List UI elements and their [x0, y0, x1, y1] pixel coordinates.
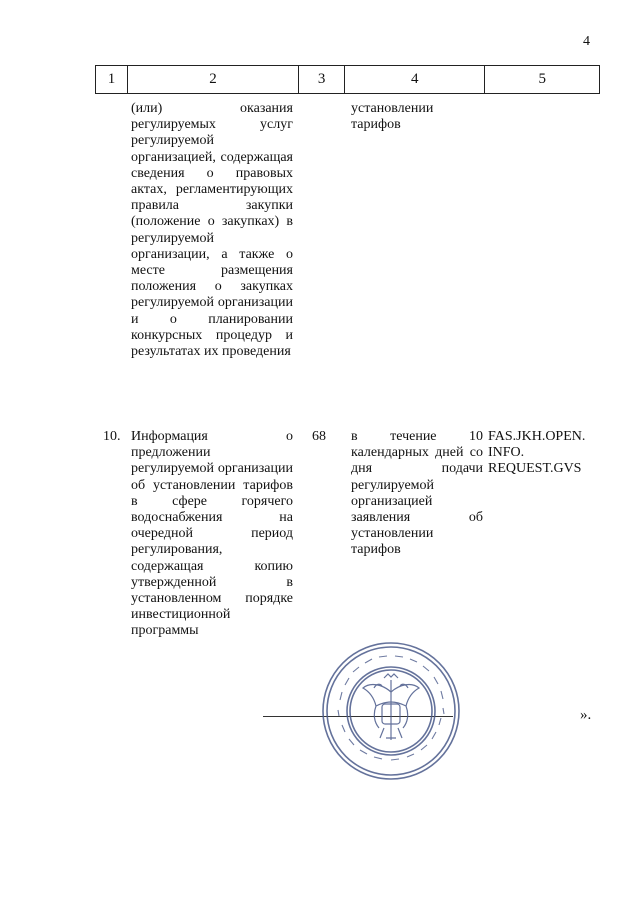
row-deadline-cell: в течение 10 календарных дней со дня подачи регулируемой организацией заявления об установлении тарифов	[351, 429, 483, 558]
table-header-col-5: 5	[538, 71, 546, 87]
template-code-line: FAS.JKH.OPEN.	[488, 429, 586, 444]
row-template-code-cell	[488, 429, 598, 478]
table-header-col-4: 4	[345, 66, 485, 93]
table-header-col-2: 2	[128, 66, 299, 93]
closing-quote-mark: ».	[580, 707, 592, 723]
continued-deadline-cell: установлении тарифов	[351, 101, 434, 133]
continued-description-cell: (или) оказания регулируемых услуг регулируемой организацией, содержащая сведения о правовых актах, регламентирующих правила закупки (положение о закупках) в регулируемой организации, а также о месте размещения положения о закупках регулируемой организации и о планировании конкурсных процедур и результатах их проведения	[131, 101, 293, 360]
table-header-row	[95, 65, 600, 94]
row-description-cell: Информация о предложении регулируемой организации об установлении тарифов в сфере горячего водоснабжения на очередной период регулирования, содержащая копию утвержденной в установленном порядке инвестиционной программы	[131, 429, 293, 639]
template-code-line: INFO.	[488, 445, 525, 461]
row-number: 10.	[103, 429, 121, 444]
row-form-number-cell: 68	[312, 429, 326, 444]
official-seal-image	[318, 640, 464, 782]
template-code-line: REQUEST.GVS	[488, 461, 582, 477]
table-header-col-1: 1	[96, 66, 128, 93]
page-number: 4	[583, 34, 590, 49]
table-header-col-3: 3	[299, 66, 345, 93]
